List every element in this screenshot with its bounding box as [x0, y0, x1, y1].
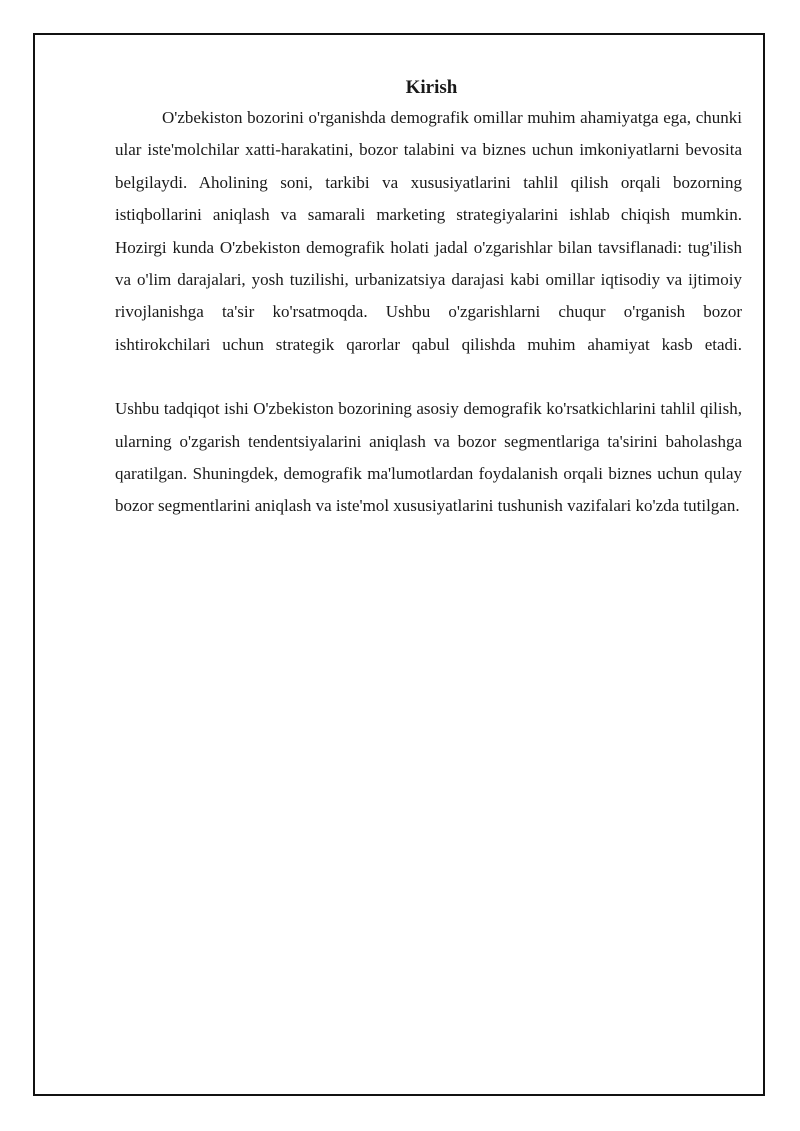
- section-title: Kirish: [405, 77, 458, 98]
- document-body: [115, 74, 742, 523]
- intro-paragraph: O'zbekiston bozorini o'rganishda demografik omillar muhim ahamiyatga ega, chunki ular iste'molchilar xatti-harakatini, bozor talabini va biznes uchun imkoniyatlarni bevosita belgilaydi. Aholining soni, tarkibi va xususiyatlarini tahlil qilish orqali bozorning istiqbollarini aniqlash va samarali marketing strategiyalarini ishlab chiqish mumkin. Hozirgi kunda O'zbekiston demografik holati jadal o'zgarishlar bilan tavsiflanadi: tug'ilish va o'lim darajalari, yosh tuzilishi, urbanizatsiya darajasi kabi omillar iqtisodiy va ijtimoiy rivojlanishga ta'sir ko'rsatmoqda. Ushbu o'zgarishlarni chuqur o'rganish bozor ishtirokchilari uchun strategik qarorlar qabul qilishda muhim ahamiyat kasb etadi.: [115, 108, 742, 354]
- research-aim-paragraph: Ushbu tadqiqot ishi O'zbekiston bozorining asosiy demografik ko'rsatkichlarini tahlil qilish, ularning o'zgarish tendentsiyalarini aniqlash va bozor segmentlariga ta'sirini baholashga qaratilgan. Shuningdek, demografik ma'lumotlardan foydalanish orqali biznes uchun qulay bozor segmentlarini aniqlash va iste'mol xususiyatlarini tushunish vazifalari ko'zda tutilgan.: [115, 399, 742, 516]
- paragraph-spacer: [115, 361, 742, 393]
